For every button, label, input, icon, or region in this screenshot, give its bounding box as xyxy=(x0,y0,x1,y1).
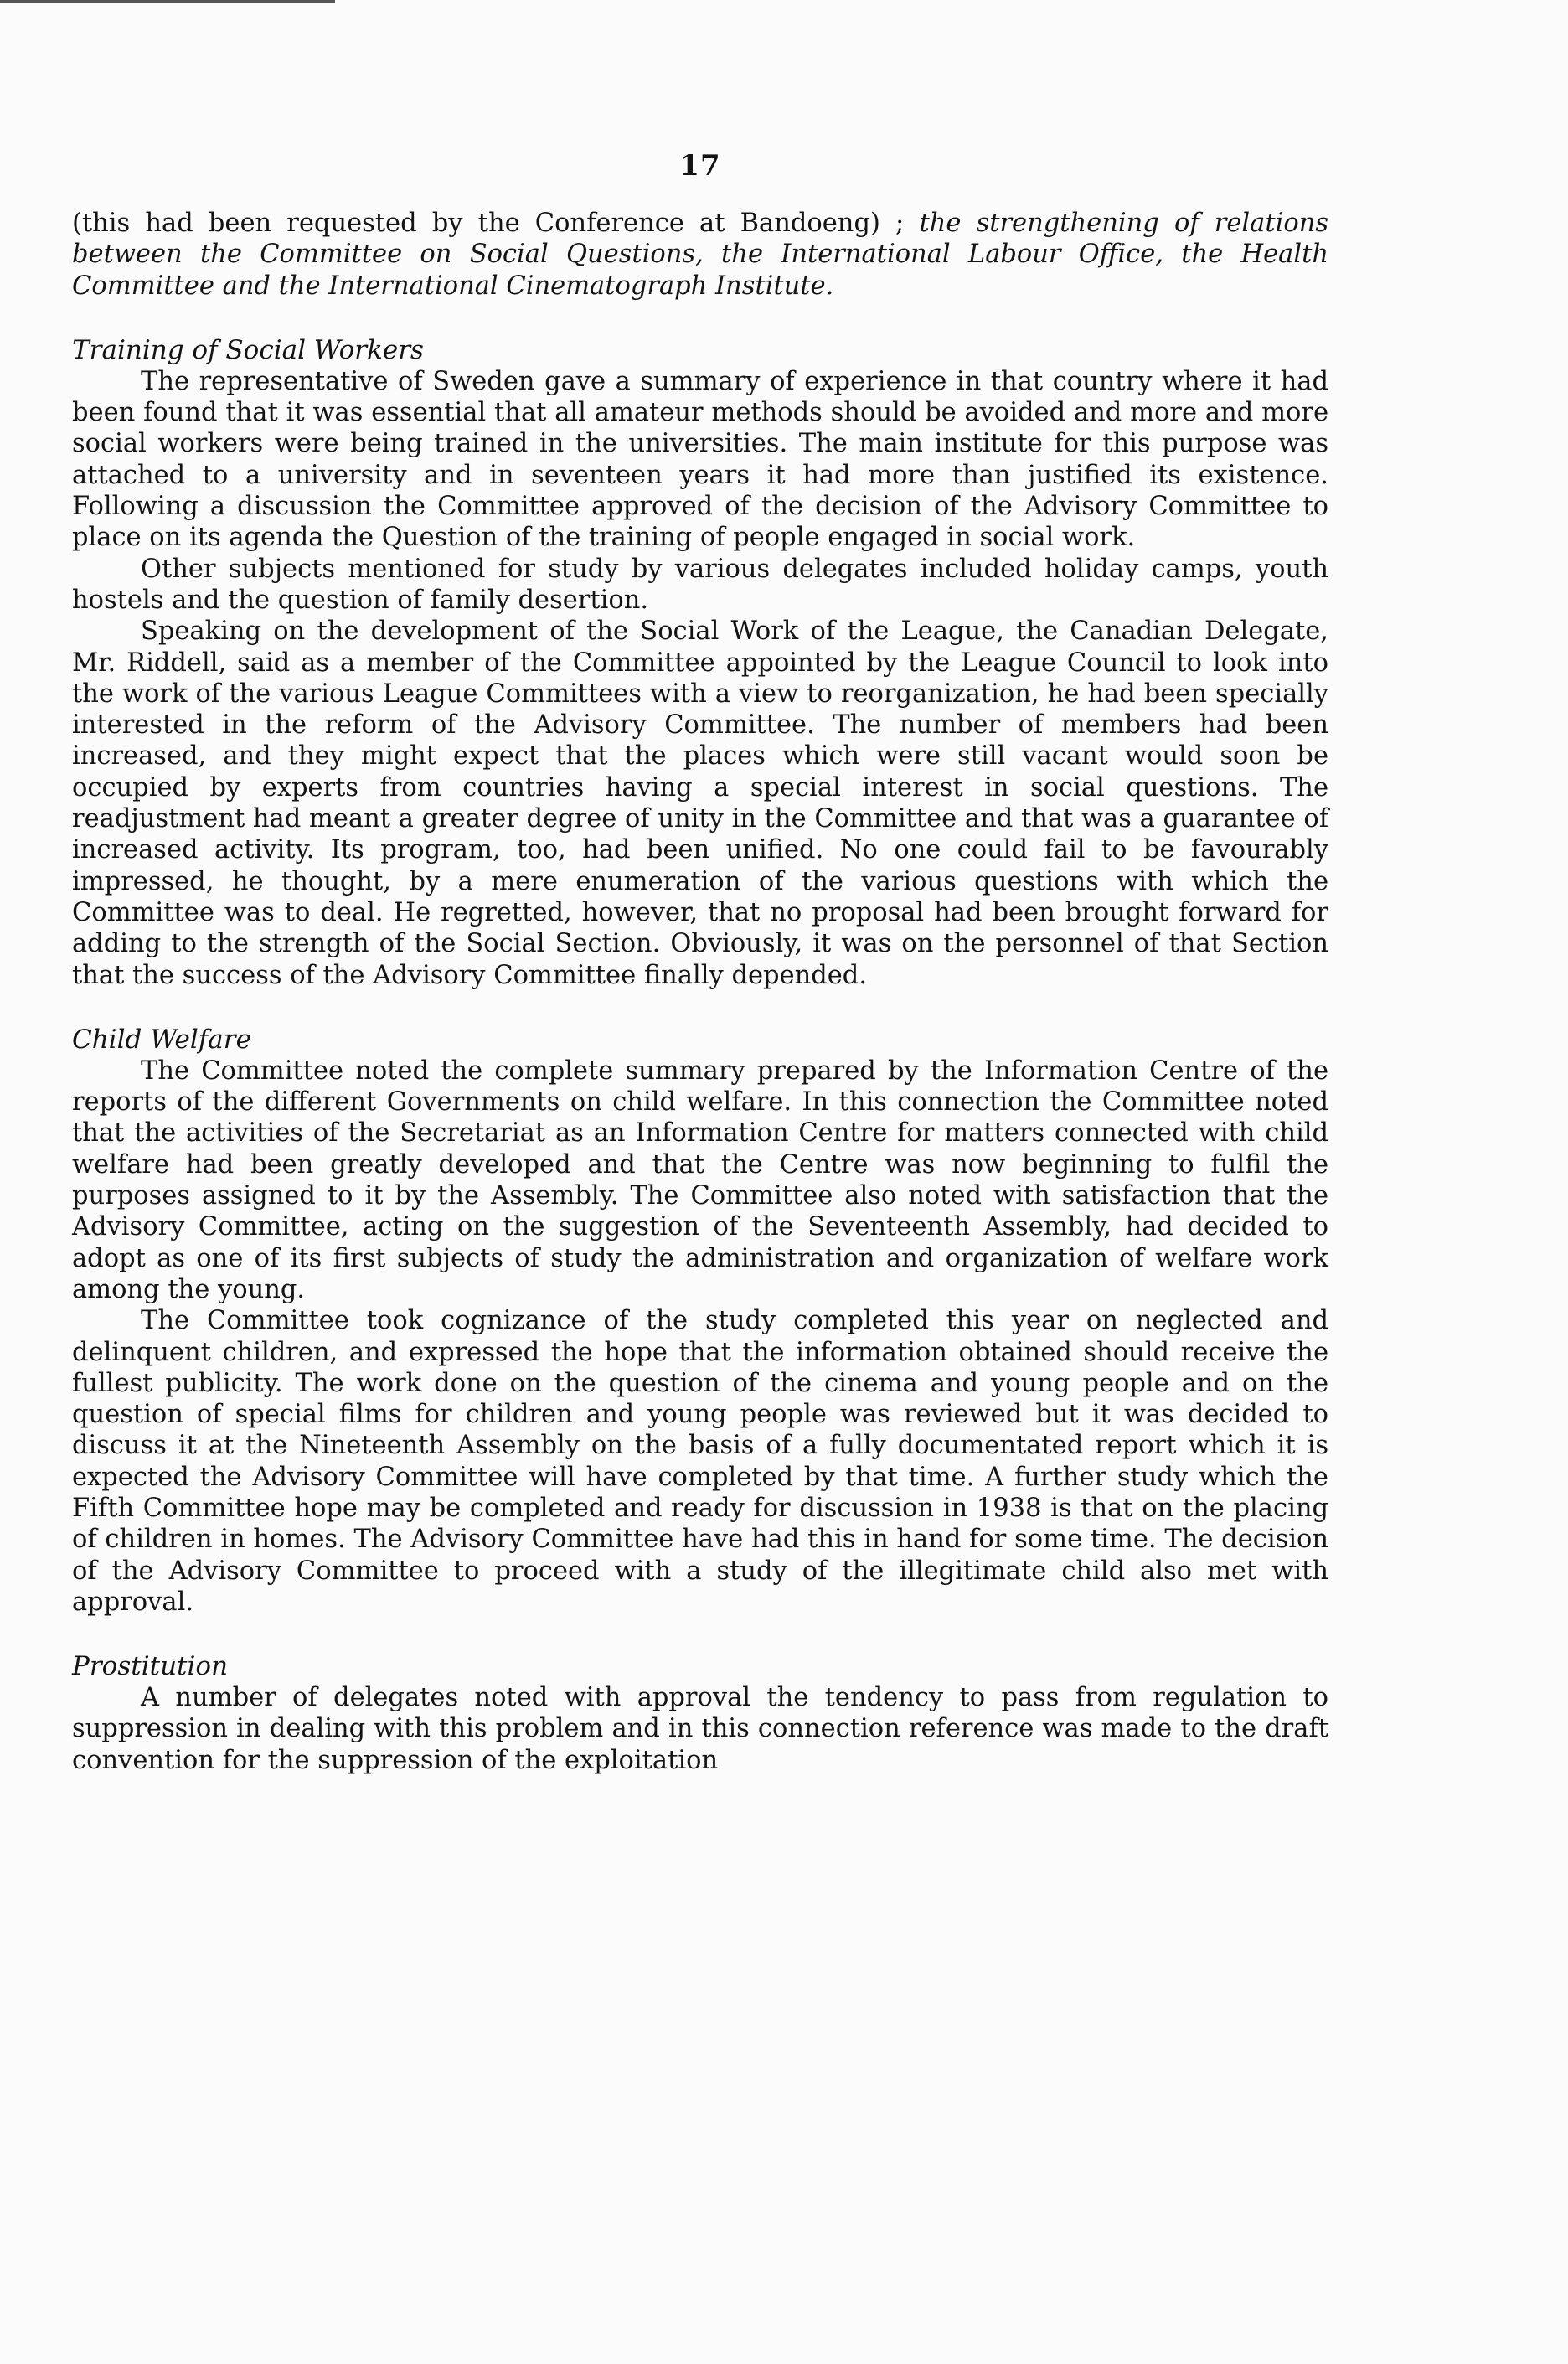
section-heading: Prostitution xyxy=(72,1651,229,1682)
paragraph: Speaking on the development of the Social Work of the League, the Canadian Delegate, Mr. Riddell, said as a member of the Committee appointed by the League Council to look into the work of the various League Committees with a view to reorganization, he had been specially interested in the reform of the Advisory Committee. The number of members had been increased, and they might expect that the places which were still vacant would soon be occupied by experts from countries having a special interest in social questions. The readjustment had meant a greater degree of unity in the Committee and that was a guarantee of increased activity. Its program, too, had been unified. No one could fail to be favourably impressed, he thought, by a mere enumeration of the various questions with which the Committee was to deal. He regretted, however, that no proposal had been brought forward for adding to the strength of the Social Section. Obviously, it was on the personnel of that Section that the success of the Advisory Committee finally depended. xyxy=(72,617,1328,990)
paragraph: Other subjects mentioned for study by various delegates included holiday camps, youth hostels and the question of family desertion. xyxy=(72,554,1328,615)
paragraph: The Committee took cognizance of the study completed this year on neglected and delinquent children, and expressed the hope that the information obtained should receive the fullest publicity. The work done on the question of the cinema and young people and on the question of special films for children and young people was reviewed but it was decided to discuss it at the Nineteenth Assembly on the basis of a fully documentated report which it is expected the Advisory Committee will have completed by that time. A further study which the Fifth Committee hope may be completed and ready for discussion in 1938 is that on the placing of children in homes. The Advisory Committee have had this in hand for some time. The decision of the Advisory Committee to proceed with a study of the illegitimate child also met with approval. xyxy=(72,1306,1328,1617)
section-training-of-social-workers xyxy=(72,334,1328,991)
section-prostitution xyxy=(72,1650,1328,1776)
intro-italic-text: the strengthening of relations between the Committee on Social Questions, the International Labour Office, the Health Committee and the International Cinematograph Institute. xyxy=(72,209,1328,301)
section-heading: Child Welfare xyxy=(72,1024,251,1055)
page-number: 17 xyxy=(679,149,721,183)
intro-paragraph xyxy=(72,208,1328,302)
intro-plain-text: (this had been requested by the Conference at Bandoeng) ; xyxy=(72,209,920,238)
paragraph: A number of delegates noted with approval the tendency to pass from regulation to suppression in dealing with this problem and in this connection reference was made to the draft convention for the suppression of the exploitation xyxy=(72,1683,1328,1775)
scan-edge-rule xyxy=(0,0,335,3)
section-child-welfare xyxy=(72,1024,1328,1618)
section-heading: Training of Social Workers xyxy=(72,334,424,365)
text-column xyxy=(72,149,1328,1776)
paragraph: The representative of Sweden gave a summary of experience in that country where it had been found that it was essential that all amateur methods should be avoided and more and more social workers were being trained in the universities. The main institute for this purpose was attached to a university and in seventeen years it had more than justified its existence. Following a discussion the Committee approved of the decision of the Advisory Committee to place on its agenda the Question of the training of people engaged in social work. xyxy=(72,366,1328,553)
paragraph: The Committee noted the complete summary prepared by the Information Centre of the reports of the different Governments on child welfare. In this connection the Committee noted that the activities of the Secretariat as an Information Centre for matters connected with child welfare had been greatly developed and that the Centre was now beginning to fulfil the purposes assigned to it by the Assembly. The Committee also noted with satisfaction that the Advisory Committee, acting on the suggestion of the Seventeenth Assembly, had decided to adopt as one of its first subjects of study the administration and organization of welfare work among the young. xyxy=(72,1056,1328,1304)
